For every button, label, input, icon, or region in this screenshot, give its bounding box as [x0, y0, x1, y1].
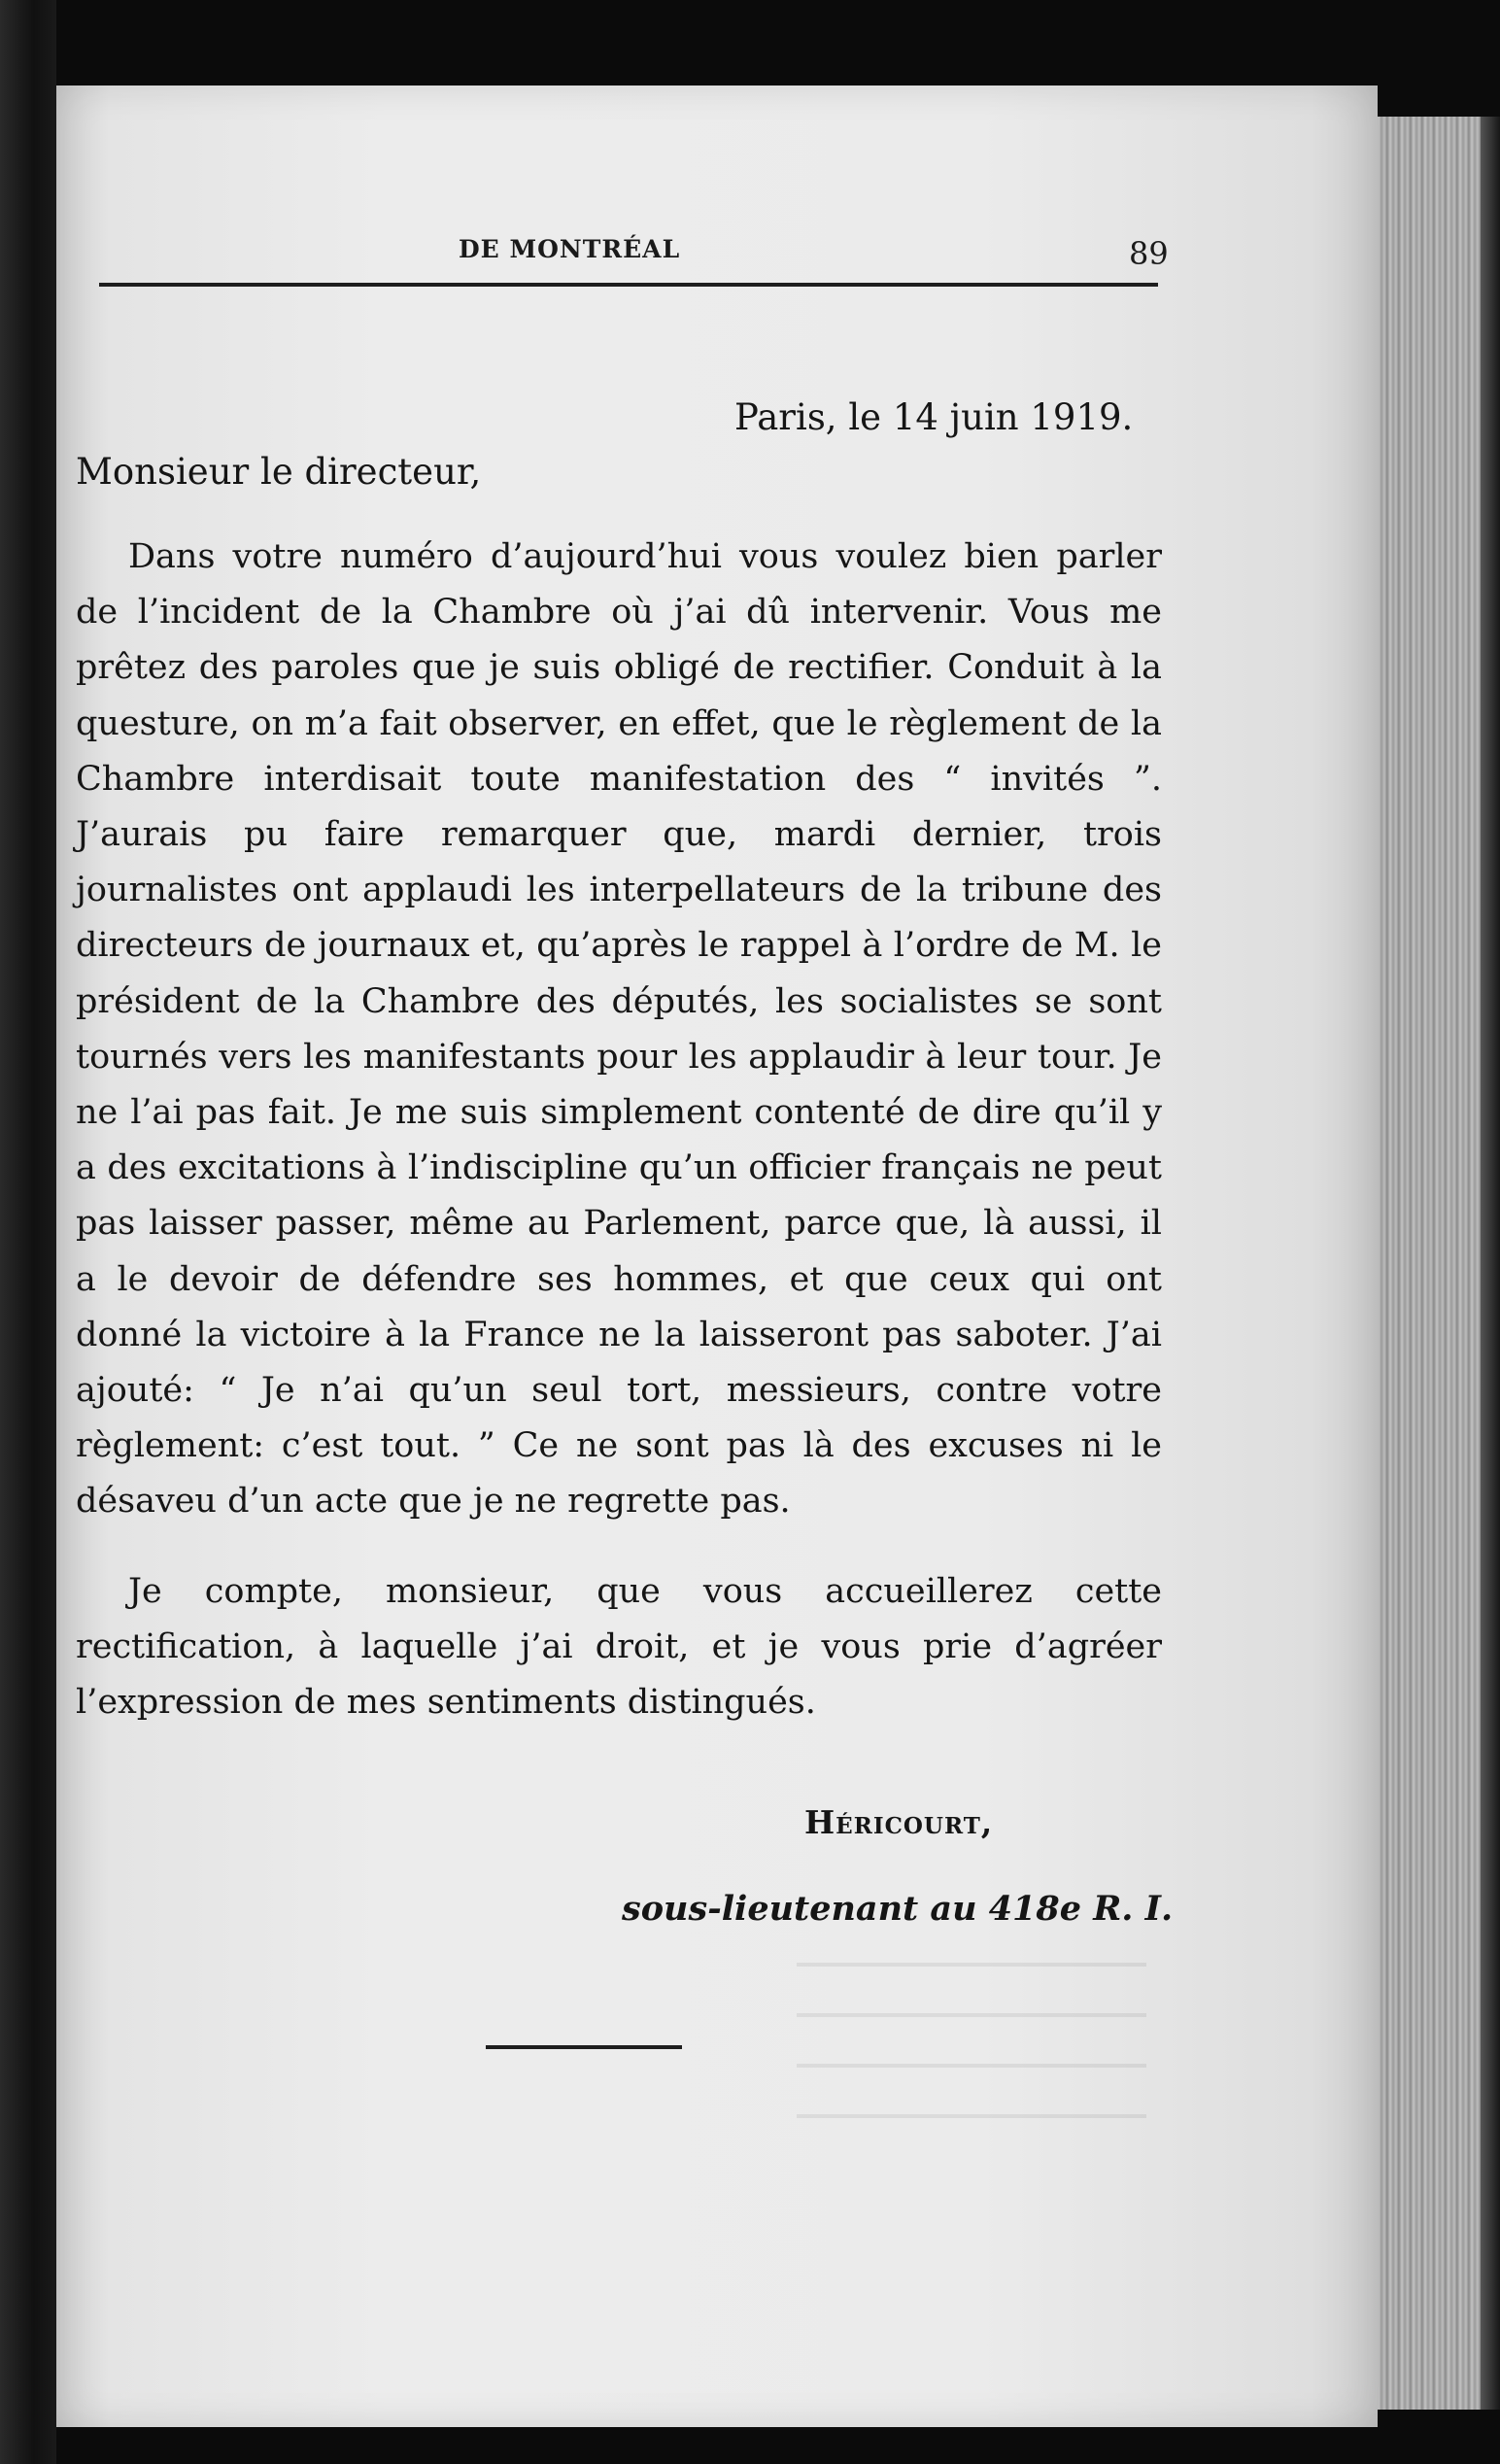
- page-number: 89: [1129, 235, 1169, 272]
- letter-dateline: Paris, le 14 juin 1919.: [734, 396, 1134, 438]
- letter-signature: Héricourt,: [804, 1803, 994, 1841]
- letter-salutation: Monsieur le directeur,: [76, 451, 482, 493]
- closing-rule: [486, 2045, 682, 2049]
- book-gutter: [0, 0, 56, 2464]
- header-rule: [99, 283, 1158, 287]
- show-through-texture: [797, 1934, 1146, 2128]
- letter-paragraph: Je compte, monsieur, que vous accueillerez cette rectification, à laquelle j’ai droit, et je vous prie d’agréer l’expression de mes sentiments distingués.: [76, 1572, 1162, 1723]
- signatory-rank: sous-lieutenant au 418e R. I.: [622, 1889, 1174, 1929]
- letter-paragraph: Dans votre numéro d’aujourd’hui vous voulez bien parler de l’incident de la Chambre où j’ai dû intervenir. Vous me prêtez des paroles que je suis obligé de rectifier. Conduit à la questure, on m’a fait observer, en effet, que le règlement de la Chambre interdisait toute manifestation des “ invités ”. J’aurais pu faire remarquer que, mardi dernier, trois journalistes ont applaudi les interpellateurs de la tribune des directeurs de journaux et, qu’après le rappel à l’ordre de M. le président de la Chambre des députés, les socialistes se sont tournés vers les manifestants pour les applaudir à leur tour. Je ne l’ai pas fait. Je me suis simplement contenté de dire qu’il y a des excitations à l’indiscipline qu’un officier français ne peut pas laisser passer, même au Parlement, parce que, là aussi, il a le devoir de défendre ses hommes, et que ceux qui ont donné la victoire à la France ne la laisseront pas saboter. J’ai ajouté: “ Je n’ai qu’un seul tort, messieurs, contre votre règlement: c’est tout. ” Ce ne sont pas là des excuses ni le désaveu d’un acte que je ne regrette pas.: [76, 537, 1162, 1522]
- page-edges: [1360, 117, 1481, 2410]
- running-head: DE MONTRÉAL: [459, 235, 681, 263]
